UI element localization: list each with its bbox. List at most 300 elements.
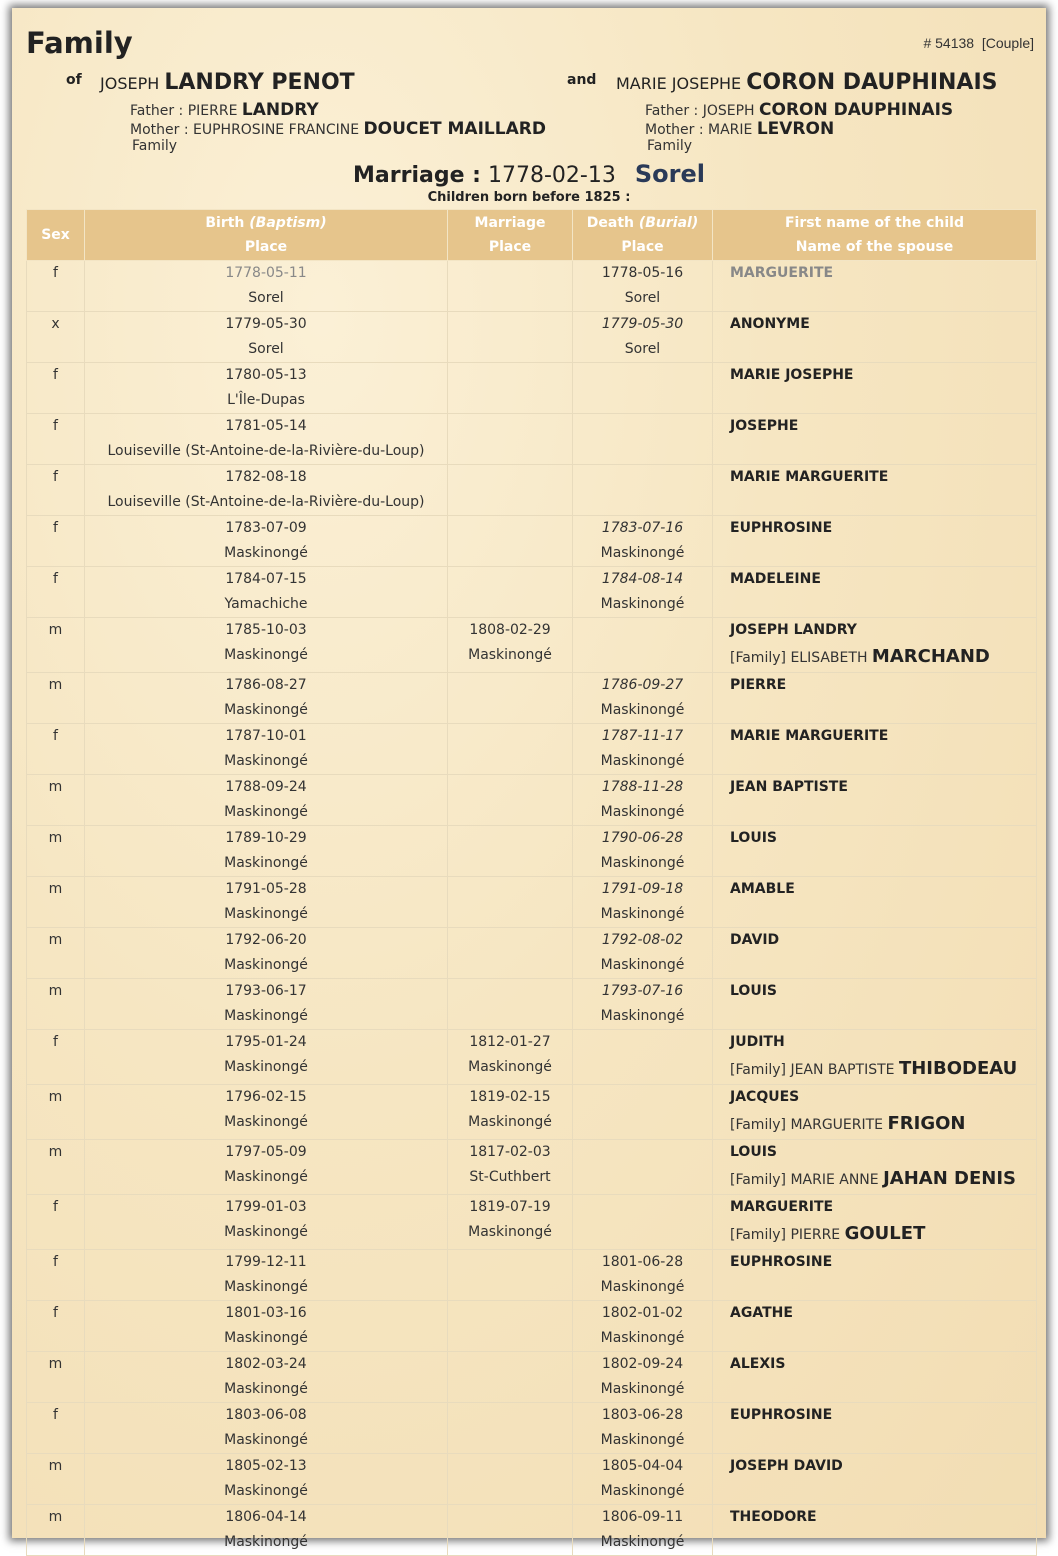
child-sex: f — [27, 1030, 85, 1085]
spouse-family-tag[interactable]: [Family] — [730, 1062, 786, 1078]
birth-place: Maskinongé — [224, 702, 308, 718]
child-name-cell — [713, 363, 1037, 414]
child-sex: x — [27, 312, 85, 363]
birth-place: Maskinongé — [224, 906, 308, 922]
death-date: 1802-01-02 — [601, 1305, 684, 1321]
death-cell — [573, 312, 713, 363]
birth-place: Maskinongé — [224, 647, 308, 663]
child-marriage-place: Maskinongé — [468, 1224, 552, 1240]
spouse-line[interactable] — [730, 1110, 1036, 1139]
wife-parents — [645, 101, 953, 139]
table-row — [27, 516, 1037, 567]
table-row — [27, 363, 1037, 414]
marriage-cell — [448, 567, 573, 618]
child-name-cell — [713, 1454, 1037, 1505]
marriage-header: Marriage Place — [448, 210, 573, 261]
wife-name[interactable] — [616, 70, 997, 95]
birth-cell — [85, 673, 448, 724]
birth-date: 1781-05-14 — [225, 418, 307, 434]
death-cell — [573, 1140, 713, 1195]
child-first-name[interactable]: THEODORE — [730, 1509, 817, 1525]
marriage-cell — [448, 724, 573, 775]
birth-cell — [85, 1403, 448, 1454]
table-row — [27, 979, 1037, 1030]
husband-mother[interactable]: Mother : EUPHROSINE FRANCINE DOUCET MAILLARD — [130, 119, 546, 139]
marriage-place[interactable]: Sorel — [634, 160, 705, 188]
spouse-line[interactable] — [730, 1055, 1036, 1084]
child-sex: f — [27, 1403, 85, 1454]
birth-place: Sorel — [248, 341, 284, 357]
marriage-cell — [448, 1030, 573, 1085]
spouse-first-name: MARGUERITE — [790, 1117, 884, 1133]
child-first-name[interactable]: JOSEPH DAVID — [730, 1458, 843, 1474]
marriage-date: 1778-02-13 — [487, 163, 616, 188]
table-row — [27, 724, 1037, 775]
wife-father[interactable]: Father : JOSEPH CORON DAUPHINAIS — [645, 100, 954, 120]
birth-place: Maskinongé — [224, 1059, 308, 1075]
marriage-cell — [448, 618, 573, 673]
spouse-line[interactable] — [730, 1165, 1036, 1194]
table-row — [27, 261, 1037, 312]
marriage-cell — [448, 414, 573, 465]
birth-date: 1803-06-08 — [225, 1407, 307, 1423]
children-table-body — [27, 261, 1037, 1556]
marriage-cell — [448, 979, 573, 1030]
child-name-cell — [713, 826, 1037, 877]
marriage-cell — [448, 312, 573, 363]
death-cell — [573, 567, 713, 618]
child-first-name[interactable]: AMABLE — [730, 881, 795, 897]
spouse-family-tag[interactable]: [Family] — [730, 1117, 786, 1133]
husband-name[interactable] — [100, 70, 355, 95]
couple-link[interactable]: [Couple] — [981, 35, 1034, 51]
marriage-cell — [448, 877, 573, 928]
death-place: Sorel — [624, 290, 661, 306]
child-first-name[interactable]: LOUIS — [730, 983, 777, 999]
marriage-cell — [448, 1352, 573, 1403]
birth-cell — [85, 1250, 448, 1301]
death-cell — [573, 618, 713, 673]
child-name-cell — [713, 877, 1037, 928]
table-row — [27, 1195, 1037, 1250]
birth-place: Maskinongé — [224, 1483, 308, 1499]
death-date: 1792-08-02 — [601, 932, 684, 948]
child-marriage-date: 1817-02-03 — [469, 1144, 551, 1160]
sex-header: Sex — [27, 210, 85, 261]
death-place: Maskinongé — [600, 702, 685, 718]
death-date: 1790-06-28 — [601, 830, 684, 846]
table-row — [27, 673, 1037, 724]
death-date: 1787-11-17 — [601, 728, 684, 744]
child-first-name[interactable]: ANONYME — [730, 316, 810, 332]
husband-family-link[interactable]: Family — [132, 138, 178, 154]
birth-place: Maskinongé — [224, 1432, 308, 1448]
child-sex: m — [27, 775, 85, 826]
marriage-label: Marriage : — [353, 163, 481, 188]
child-marriage-place: Maskinongé — [468, 647, 552, 663]
husband-parents — [130, 101, 546, 139]
death-cell — [573, 724, 713, 775]
birth-date: 1795-01-24 — [225, 1034, 307, 1050]
child-first-name[interactable]: AGATHE — [730, 1305, 793, 1321]
spouse-last-name: MARCHAND — [871, 646, 990, 667]
death-date: 1779-05-30 — [601, 316, 684, 332]
death-date: 1802-09-24 — [601, 1356, 684, 1372]
birth-cell — [85, 618, 448, 673]
birth-cell — [85, 724, 448, 775]
wife-mother[interactable]: Mother : MARIE LEVRON — [645, 119, 835, 139]
wife-last-name: CORON DAUPHINAIS — [746, 70, 998, 95]
child-first-name[interactable]: MADELEINE — [730, 571, 821, 587]
family-sheet — [12, 8, 1046, 1550]
death-place: Maskinongé — [600, 804, 685, 820]
spouse-family-tag[interactable]: [Family] — [730, 1172, 786, 1188]
death-cell — [573, 1454, 713, 1505]
birth-cell — [85, 363, 448, 414]
birth-place: Maskinongé — [224, 1169, 308, 1185]
child-marriage-place: St-Cuthbert — [469, 1169, 551, 1185]
table-row — [27, 1030, 1037, 1085]
child-sex: f — [27, 261, 85, 312]
marriage-cell — [448, 1250, 573, 1301]
child-marriage-date: 1819-07-19 — [469, 1199, 551, 1215]
death-place: Maskinongé — [600, 753, 685, 769]
spouse-first-name: MARIE ANNE — [790, 1172, 879, 1188]
page-title: Family — [26, 26, 133, 60]
marriage-cell — [448, 1403, 573, 1454]
death-cell — [573, 1250, 713, 1301]
birth-cell — [85, 567, 448, 618]
death-cell — [573, 414, 713, 465]
child-sex: m — [27, 1352, 85, 1403]
birth-date: 1778-05-11 — [225, 265, 307, 281]
child-sex: f — [27, 414, 85, 465]
death-cell — [573, 826, 713, 877]
death-cell — [573, 673, 713, 724]
child-name-cell — [713, 928, 1037, 979]
birth-date: 1802-03-24 — [225, 1356, 307, 1372]
death-cell — [573, 1403, 713, 1454]
death-date: 1806-09-11 — [601, 1509, 684, 1525]
child-first-name[interactable]: DAVID — [730, 932, 780, 948]
marriage-cell — [448, 673, 573, 724]
child-name-cell — [713, 1403, 1037, 1454]
child-name-cell — [713, 724, 1037, 775]
birth-place: Maskinongé — [224, 753, 308, 769]
spouse-last-name: FRIGON — [887, 1113, 966, 1134]
birth-date: 1789-10-29 — [225, 830, 307, 846]
birth-date: 1796-02-15 — [225, 1089, 307, 1105]
child-first-name[interactable]: MARGUERITE — [730, 1199, 834, 1215]
child-first-name[interactable]: PIERRE — [730, 677, 787, 693]
death-place: Maskinongé — [600, 1483, 685, 1499]
husband-first-name: JOSEPH — [100, 74, 160, 93]
marriage-cell — [448, 516, 573, 567]
child-first-name[interactable]: EUPHROSINE — [730, 1254, 833, 1270]
death-place: Maskinongé — [600, 1279, 685, 1295]
child-first-name[interactable]: MARGUERITE — [730, 265, 834, 281]
marriage-line — [12, 160, 1046, 188]
death-date: 1791-09-18 — [601, 881, 684, 897]
child-marriage-date: 1812-01-27 — [469, 1034, 551, 1050]
marriage-cell — [448, 1085, 573, 1140]
child-first-name[interactable]: EUPHROSINE — [730, 520, 833, 536]
child-name-cell — [713, 567, 1037, 618]
marriage-cell — [448, 1140, 573, 1195]
death-cell — [573, 979, 713, 1030]
child-sex: m — [27, 979, 85, 1030]
child-first-name[interactable]: EUPHROSINE — [730, 1407, 833, 1423]
birth-date: 1799-01-03 — [225, 1199, 307, 1215]
marriage-cell — [448, 1195, 573, 1250]
death-place: Maskinongé — [600, 596, 685, 612]
table-row — [27, 928, 1037, 979]
children-heading: Children born before 1825 : — [427, 190, 631, 205]
birth-date: 1801-03-16 — [225, 1305, 307, 1321]
child-sex: m — [27, 928, 85, 979]
child-marriage-date: 1819-02-15 — [469, 1089, 551, 1105]
of-label: of — [66, 72, 82, 88]
birth-date: 1783-07-09 — [225, 520, 307, 536]
child-name-cell — [713, 1301, 1037, 1352]
record-id: # 54138 — [923, 35, 975, 51]
child-sex: m — [27, 673, 85, 724]
birth-date: 1779-05-30 — [225, 316, 307, 332]
birth-place: Maskinongé — [224, 1008, 308, 1024]
death-date: 1805-04-04 — [601, 1458, 684, 1474]
table-row — [27, 618, 1037, 673]
birth-cell — [85, 775, 448, 826]
child-sex: f — [27, 465, 85, 516]
birth-cell — [85, 312, 448, 363]
death-place: Maskinongé — [600, 906, 685, 922]
table-row — [27, 877, 1037, 928]
birth-place: Maskinongé — [224, 1114, 308, 1130]
child-sex: m — [27, 1085, 85, 1140]
child-first-name[interactable]: JEAN BAPTISTE — [730, 779, 848, 795]
death-cell — [573, 1195, 713, 1250]
birth-cell — [85, 877, 448, 928]
death-cell — [573, 1030, 713, 1085]
child-first-name[interactable]: MARIE MARGUERITE — [730, 469, 889, 485]
child-first-name[interactable]: LOUIS — [730, 830, 777, 846]
death-cell — [573, 261, 713, 312]
birth-cell — [85, 1195, 448, 1250]
child-sex: f — [27, 1301, 85, 1352]
marriage-cell — [448, 1301, 573, 1352]
child-name-cell — [713, 1195, 1037, 1250]
child-sex: f — [27, 363, 85, 414]
spouse-line[interactable] — [730, 643, 1036, 672]
child-sex: m — [27, 1505, 85, 1556]
spouse-last-name: THIBODEAU — [898, 1058, 1018, 1079]
marriage-cell — [448, 465, 573, 516]
spouse-family-tag[interactable]: [Family] — [730, 650, 786, 666]
child-first-name[interactable]: JACQUES — [730, 1089, 800, 1105]
child-sex: m — [27, 1140, 85, 1195]
child-name-cell — [713, 516, 1037, 567]
birth-cell — [85, 979, 448, 1030]
table-row — [27, 1352, 1037, 1403]
birth-place: Maskinongé — [224, 804, 308, 820]
child-name-cell — [713, 775, 1037, 826]
birth-header: Birth (Baptism) Place — [85, 210, 448, 261]
birth-place: Maskinongé — [224, 1279, 308, 1295]
spouse-family-tag[interactable]: [Family] — [730, 1227, 786, 1243]
table-row — [27, 826, 1037, 877]
death-place: Sorel — [624, 341, 661, 357]
death-date: 1788-11-28 — [601, 779, 684, 795]
birth-date: 1805-02-13 — [225, 1458, 307, 1474]
child-marriage-date: 1808-02-29 — [469, 622, 551, 638]
birth-place: Yamachiche — [224, 596, 308, 612]
birth-date: 1784-07-15 — [225, 571, 307, 587]
death-cell — [573, 928, 713, 979]
birth-date: 1782-08-18 — [225, 469, 307, 485]
child-name-cell — [713, 618, 1037, 673]
child-name-cell — [713, 261, 1037, 312]
child-sex: f — [27, 1195, 85, 1250]
child-name-cell — [713, 414, 1037, 465]
birth-cell — [85, 1505, 448, 1556]
child-sex: m — [27, 618, 85, 673]
marriage-cell — [448, 928, 573, 979]
death-place: Maskinongé — [600, 545, 685, 561]
wife-family-link[interactable]: Family — [647, 138, 693, 154]
death-date: 1801-06-28 — [601, 1254, 684, 1270]
birth-cell — [85, 1352, 448, 1403]
birth-cell — [85, 1301, 448, 1352]
death-place: Maskinongé — [600, 855, 685, 871]
marriage-cell — [448, 775, 573, 826]
death-date: 1793-07-16 — [601, 983, 684, 999]
child-first-name[interactable]: JOSEPHE — [730, 418, 799, 434]
table-row — [27, 465, 1037, 516]
birth-date: 1792-06-20 — [225, 932, 307, 948]
birth-date: 1786-08-27 — [225, 677, 307, 693]
birth-place: Maskinongé — [224, 1381, 308, 1397]
birth-date: 1785-10-03 — [225, 622, 307, 638]
birth-place: Louiseville (St-Antoine-de-la-Rivière-du-Loup) — [107, 494, 425, 510]
birth-place: Sorel — [248, 290, 284, 306]
husband-father[interactable]: Father : PIERRE LANDRY — [130, 100, 319, 120]
spouse-first-name: ELISABETH — [790, 650, 868, 666]
child-sex: m — [27, 877, 85, 928]
birth-place: L'Île-Dupas — [227, 392, 305, 408]
death-place: Maskinongé — [600, 1432, 685, 1448]
spouse-last-name: GOULET — [844, 1223, 926, 1244]
spouse-line[interactable] — [730, 1220, 1036, 1249]
birth-cell — [85, 1454, 448, 1505]
table-row — [27, 1140, 1037, 1195]
birth-cell — [85, 465, 448, 516]
child-first-name[interactable]: JOSEPH LANDRY — [730, 622, 857, 638]
table-row — [27, 1454, 1037, 1505]
record-reference — [923, 35, 1034, 51]
birth-date: 1797-05-09 — [225, 1144, 307, 1160]
marriage-cell — [448, 261, 573, 312]
child-first-name[interactable]: MARIE MARGUERITE — [730, 728, 889, 744]
birth-place: Maskinongé — [224, 545, 308, 561]
child-name-cell — [713, 1505, 1037, 1556]
child-name-cell — [713, 1085, 1037, 1140]
death-cell — [573, 775, 713, 826]
child-first-name[interactable]: JUDITH — [730, 1034, 785, 1050]
birth-date: 1799-12-11 — [225, 1254, 307, 1270]
death-header: Death (Burial) Place — [573, 210, 713, 261]
child-first-name[interactable]: LOUIS — [730, 1144, 777, 1160]
death-cell — [573, 516, 713, 567]
marriage-cell — [448, 1505, 573, 1556]
table-row — [27, 312, 1037, 363]
children-table — [26, 209, 1037, 1556]
child-header: First name of the child Name of the spouse — [713, 210, 1037, 261]
child-sex: f — [27, 1250, 85, 1301]
death-date: 1783-07-16 — [601, 520, 684, 536]
and-label: and — [567, 72, 597, 88]
child-name-cell — [713, 1250, 1037, 1301]
death-place: Maskinongé — [600, 1008, 685, 1024]
death-cell — [573, 1505, 713, 1556]
birth-cell — [85, 261, 448, 312]
wife-first-name: MARIE JOSEPHE — [616, 74, 742, 93]
birth-place: Maskinongé — [224, 855, 308, 871]
child-name-cell — [713, 1030, 1037, 1085]
table-header-row — [27, 210, 1037, 261]
birth-place: Maskinongé — [224, 957, 308, 973]
child-sex: f — [27, 724, 85, 775]
birth-place: Louiseville (St-Antoine-de-la-Rivière-du-Loup) — [107, 443, 425, 459]
death-place: Maskinongé — [600, 1330, 685, 1346]
birth-date: 1780-05-13 — [225, 367, 307, 383]
child-sex: m — [27, 826, 85, 877]
child-name-cell — [713, 1352, 1037, 1403]
birth-cell — [85, 928, 448, 979]
death-cell — [573, 1301, 713, 1352]
spouse-first-name: PIERRE — [790, 1227, 841, 1243]
death-place: Maskinongé — [600, 1534, 685, 1550]
spouse-first-name: JEAN BAPTISTE — [790, 1062, 895, 1078]
child-name-cell — [713, 312, 1037, 363]
child-first-name[interactable]: ALEXIS — [730, 1356, 786, 1372]
husband-last-name: LANDRY PENOT — [164, 70, 355, 95]
child-name-cell — [713, 1140, 1037, 1195]
child-name-cell — [713, 465, 1037, 516]
birth-date: 1806-04-14 — [225, 1509, 307, 1525]
child-marriage-place: Maskinongé — [468, 1059, 552, 1075]
child-sex: f — [27, 567, 85, 618]
birth-cell — [85, 1030, 448, 1085]
table-row — [27, 1403, 1037, 1454]
birth-date: 1787-10-01 — [225, 728, 307, 744]
child-marriage-place: Maskinongé — [468, 1114, 552, 1130]
death-date: 1784-08-14 — [601, 571, 684, 587]
table-row — [27, 567, 1037, 618]
table-row — [27, 1250, 1037, 1301]
spouse-last-name: JAHAN DENIS — [883, 1168, 1016, 1189]
death-place: Maskinongé — [600, 1381, 685, 1397]
child-name-cell — [713, 673, 1037, 724]
birth-cell — [85, 1140, 448, 1195]
birth-date: 1788-09-24 — [225, 779, 307, 795]
birth-cell — [85, 414, 448, 465]
birth-date: 1791-05-28 — [225, 881, 307, 897]
marriage-cell — [448, 1454, 573, 1505]
child-name-cell — [713, 979, 1037, 1030]
birth-cell — [85, 516, 448, 567]
child-first-name[interactable]: MARIE JOSEPHE — [730, 367, 854, 383]
death-cell — [573, 1352, 713, 1403]
